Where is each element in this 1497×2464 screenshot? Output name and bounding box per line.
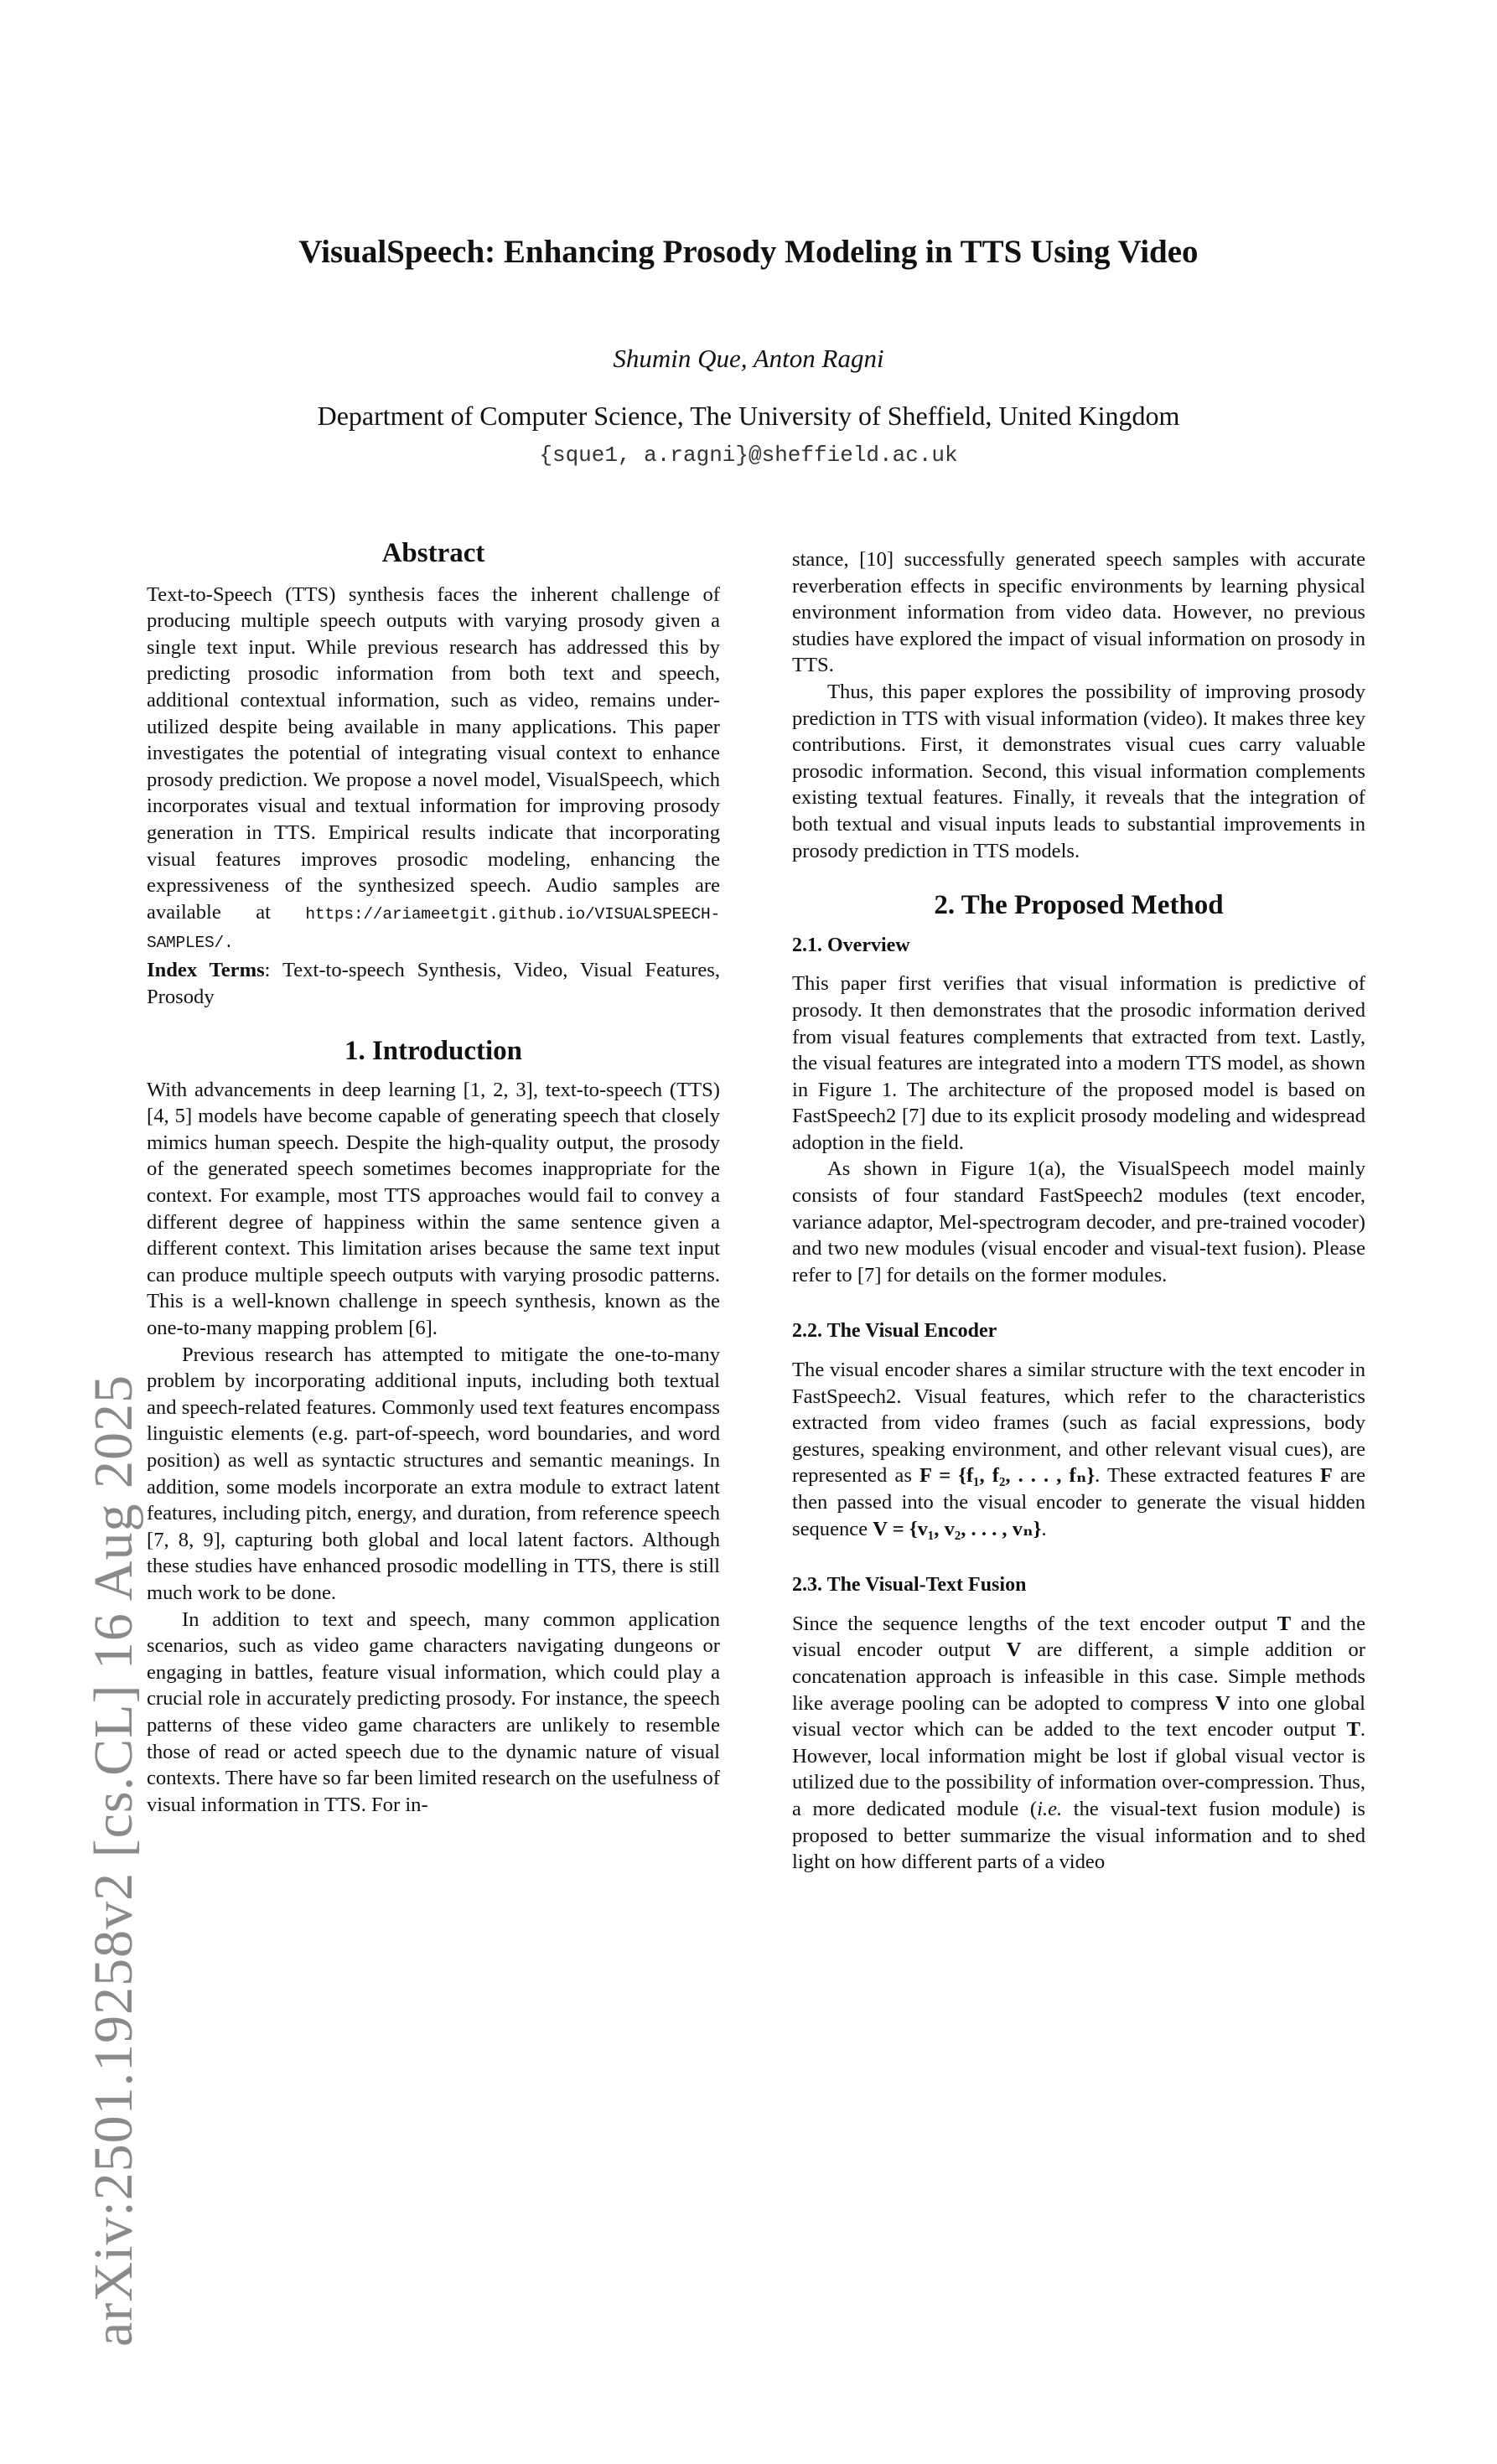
ve-bold-f: F <box>1319 1464 1333 1488</box>
index-terms <box>147 957 720 1010</box>
right-column <box>792 546 1365 1876</box>
left-column <box>147 538 720 1818</box>
abstract-heading: Abstract <box>381 538 485 568</box>
intro-paragraph-3: In addition to text and speech, many common application scenarios, such as video game characters navigating dungeons or engaging in battles, feature visual information, which could play a crucial role in accurately predicting prosody. For instance, the speech patterns of these video game characters are unlikely to resemble those of read or acted speech due to the dynamic nature of visual contexts. There have so far been limited research on the usefulness of visual information in TTS. For in- <box>147 1607 720 1816</box>
fusion-paragraph <box>792 1611 1365 1876</box>
fu-bold-t2: T <box>1346 1718 1360 1742</box>
intro-paragraph-5: Thus, this paper explores the possibility of improving prosody prediction in TTS with visual information (video). It makes three key contributions. First, it demonstrates visual cues carry valuable prosodic information. Second, this visual information complements existing textual features. Finally, it reveals that the integration of both textual and visual inputs leads to substantial improvements in prosody prediction in TTS models. <box>792 680 1365 862</box>
fu-text-f: the visual-text fusion module) is proposed to better summarize the visual information and to shed light on how different parts of a video <box>792 1797 1365 1874</box>
fu-bold-v1: V <box>1006 1638 1022 1662</box>
intro-paragraph-4: stance, [10] successfully generated speech samples with accurate reverberation effects in specific environments by learning physical environment information from video data. However, no previous studies have explored the impact of visual information on prosody in TTS. <box>792 548 1365 677</box>
overview-paragraph-1: This paper first verifies that visual information is predictive of prosody. It then demonstrates that the prosodic information derived from visual features complements that extracted from text. Lastly, the visual features are integrated into a modern TTS model, as shown in Figure 1. The architecture of the proposed model is based on FastSpeech2 [7] due to its explicit prosody modeling and widespread adoption in the field. <box>792 972 1365 1154</box>
intro-paragraph-1: With advancements in deep learning [1, 2, 3], text-to-speech (TTS) [4, 5] models have become capable of generating speech that closely mimics human speech. Despite the high-quality output, the prosody of the generated speech sometimes becomes inappropriate for the context. For example, most TTS approaches would fail to convey a different degree of happiness within the same sentence given a different context. This limitation arises because the same text input can produce multiple speech outputs with varying prosodic patterns. This is a well-known challenge in speech synthesis, known as the one-to-many mapping problem [6]. <box>147 1078 720 1340</box>
paper-affiliation: Department of Computer Science, The University of Sheffield, United Kingdom <box>317 401 1180 431</box>
visual-encoder-paragraph <box>792 1357 1365 1542</box>
overview-heading: 2.1. Overview <box>792 934 910 956</box>
intro-heading: 1. Introduction <box>344 1036 523 1067</box>
ve-math-f: F = {f₁, f₂, . . . , fₙ} <box>919 1464 1096 1488</box>
ve-text-a: The visual encoder shares a similar structure with the text encoder in FastSpeech2. Visual features, which refer to the characteristics extracted from video frames (such as facial expressions, body gestures, speaking environment, and other relevant visual cues), are represented as <box>792 1359 1365 1488</box>
fu-text-d: into one global visual vector which can be added to the text encoder output <box>792 1691 1365 1742</box>
index-terms-text: : Text-to-speech Synthesis, Video, Visual Features, Prosody <box>147 958 720 1008</box>
ve-text-d: . <box>1041 1517 1047 1540</box>
overview-paragraph-2: As shown in Figure 1(a), the VisualSpeech model mainly consists of four standard FastSpeech2 modules (text encoder, variance adaptor, Mel-spectrogram decoder, and pre-trained vocoder) and two new modules (visual encoder and visual-text fusion). Please refer to [7] for details on the former modules. <box>792 1157 1365 1286</box>
intro-paragraph-2: Previous research has attempted to mitigate the one-to-many problem by incorporating additional inputs, including both textual and speech-related features. Commonly used text features encompass linguistic elements (e.g. part-of-speech, word boundaries, and word position) as well as syntactic structures and semantic meanings. In addition, some models incorporate an extra module to extract latent features, including pitch, energy, and duration, from reference speech [7, 8, 9], capturing both global and local latent factors. Although these studies have enhanced prosodic modelling in TTS, there is still much work to be done. <box>147 1343 720 1604</box>
fu-text-e: . However, local information might be lost if global visual vector is utilized due to the possibility of information over-compression. Thus, a more dedicated module ( <box>792 1718 1365 1820</box>
fusion-heading: 2.3. The Visual-Text Fusion <box>792 1574 1027 1597</box>
ve-text-c: are then passed into the visual encoder to generate the visual hidden sequence <box>792 1464 1365 1540</box>
ve-math-v: V = {v₁, v₂, . . . , vₙ} <box>873 1517 1042 1540</box>
arxiv-side-stamp: arXiv:2501.19258v2 [cs.CL] 16 Aug 2025 <box>83 1374 144 2347</box>
fu-bold-t1: T <box>1277 1612 1292 1635</box>
fu-text-a: Since the sequence lengths of the text encoder output <box>792 1612 1277 1635</box>
samples-url[interactable]: https://ariameetgit.github.io/VISUALSPEECH-SAMPLES/. <box>147 904 720 953</box>
fu-text-b: and the visual encoder output <box>792 1612 1365 1662</box>
paper-title: VisualSpeech: Enhancing Prosody Modeling in TTS Using Video <box>298 234 1199 270</box>
fu-italic-ie: i.e. <box>1037 1797 1063 1820</box>
abstract-text: Text-to-Speech (TTS) synthesis faces the inherent challenge of producing multiple speech outputs with varying prosody given a single text input. While previous research has addressed this by predicting prosodic information from both text and speech, additional contextual information, such as video, remains under-utilized despite being available in many applications. This paper investigates the potential of integrating visual context to enhance prosody prediction. We propose a novel model, VisualSpeech, which incorporates visual and textual information for improving prosody generation in TTS. Empirical results indicate that incorporating visual features improves prosodic modeling, enhancing the expressiveness of the synthesized speech. Audio samples are available at <box>147 582 720 924</box>
paper-authors: Shumin Que, Anton Ragni <box>613 344 884 373</box>
visual-encoder-heading: 2.2. The Visual Encoder <box>792 1320 997 1343</box>
abstract-body <box>147 582 720 957</box>
method-heading: 2. The Proposed Method <box>934 890 1224 921</box>
fu-text-c: are different, a simple addition or concatenation approach is infeasible in this case. Simple methods like average pooling can be adopted to compress <box>792 1638 1365 1715</box>
index-terms-label: Index Terms <box>147 958 265 981</box>
ve-text-b: . These extracted features <box>1095 1464 1320 1488</box>
fu-bold-v2: V <box>1215 1691 1230 1715</box>
paper-email: {sque1, a.ragni}@sheffield.ac.uk <box>539 443 958 468</box>
